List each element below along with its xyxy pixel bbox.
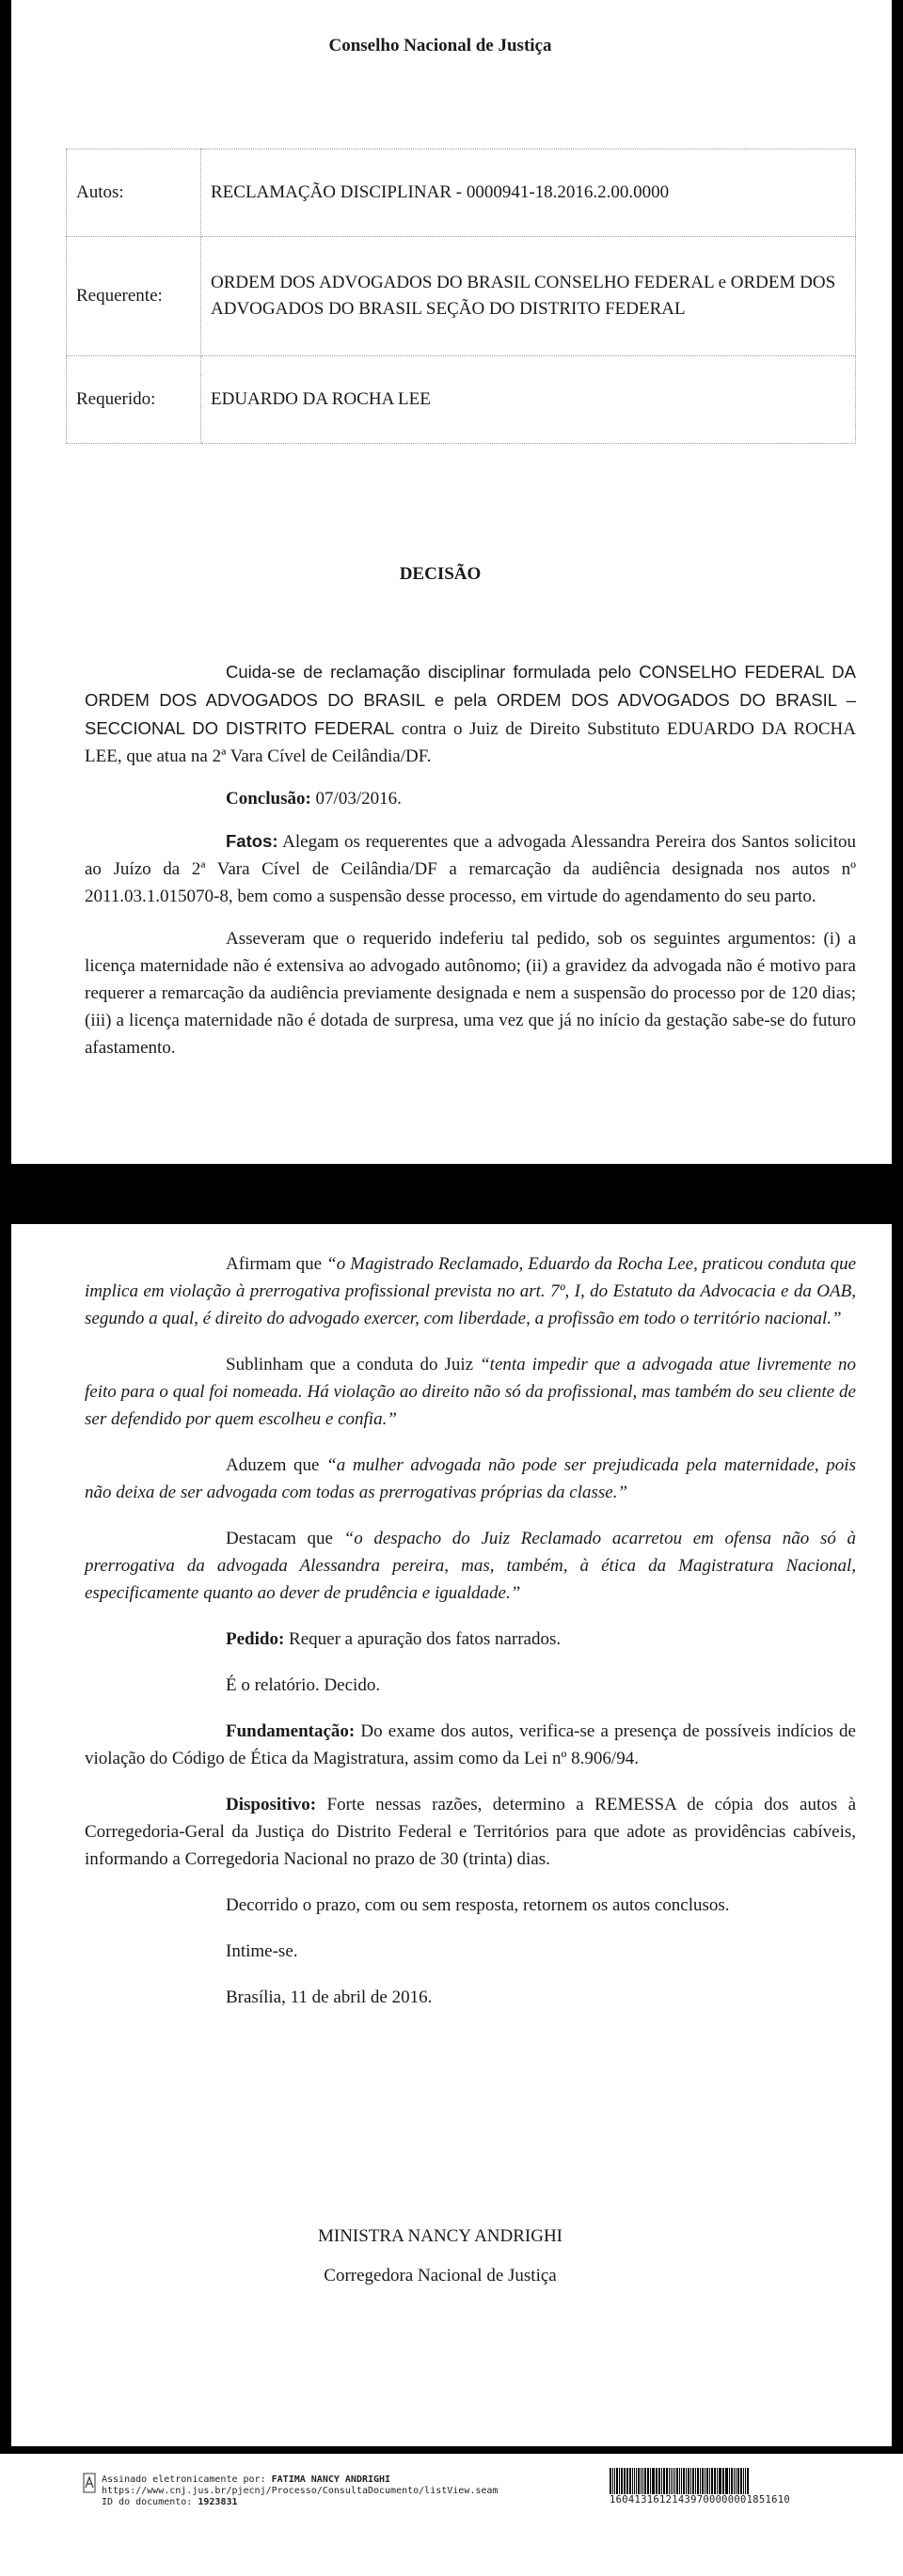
barcode-bar [695, 2468, 696, 2494]
destacam-lead: Destacam que [226, 1529, 344, 1548]
barcode-bar [697, 2468, 699, 2494]
local-data: Brasília, 11 de abril de 2016. [226, 1987, 433, 2007]
barcode-bar [669, 2468, 670, 2494]
barcode-bar [745, 2468, 746, 2494]
barcode-bar [719, 2468, 721, 2494]
barcode-bar [636, 2468, 637, 2494]
requerido-row [67, 356, 856, 444]
barcode-bar [647, 2468, 649, 2494]
requerido-value: EDUARDO DA ROCHA LEE [201, 356, 856, 444]
pedido-paragraph [85, 1626, 856, 1653]
sublinham-quote: “tenta impedir que a advogada atue livremente no feito para o qual foi nomeada. Há violação ao direito não só da profissional, mas também do seu cliente de ser defendido por quem escolheu e confia.” [85, 1355, 856, 1429]
barcode-bar [688, 2468, 689, 2494]
barcode-bar [714, 2468, 716, 2494]
institution-header: Conselho Nacional de Justiça [328, 36, 552, 55]
barcode-bar [706, 2468, 708, 2494]
signed-by-name: FATIMA NANCY ANDRIGHI [271, 2474, 391, 2485]
sublinham-paragraph [85, 1351, 856, 1433]
autos-value: RECLAMAÇÃO DISCIPLINAR - 0000941-18.2016.2.00.0000 [201, 149, 856, 237]
barcode-bar [661, 2468, 662, 2494]
sublinham-lead: Sublinham que a conduta do Juiz [226, 1355, 481, 1374]
intime-paragraph: Intime-se. [226, 1941, 298, 1961]
fatos-paragraph [85, 827, 856, 910]
barcode-bar [638, 2468, 640, 2494]
aduzem-quote: “a mulher advogada não pode ser prejudicada pela maternidade, pois não deixa de ser advogada com todas as prerrogativas próprias da classe.” [85, 1455, 856, 1502]
decision-body-page-1 [85, 658, 856, 1076]
barcode-bar [616, 2468, 618, 2494]
barcode-bar [632, 2468, 633, 2494]
barcode-bar [692, 2468, 694, 2494]
barcode-bar [736, 2468, 737, 2494]
dispositivo-paragraph [85, 1791, 856, 1873]
barcode-bar [676, 2468, 678, 2494]
barcode-bar [610, 2468, 611, 2494]
destacam-paragraph [85, 1525, 856, 1607]
signature-info [102, 2474, 498, 2508]
barcode-bar [722, 2468, 724, 2494]
decision-body-page-2 [85, 1250, 856, 2030]
afirmam-paragraph [85, 1250, 856, 1332]
barcode-bar [690, 2468, 691, 2494]
aduzem-paragraph [85, 1452, 856, 1506]
barcode-bar [666, 2468, 668, 2494]
barcode-bar [734, 2468, 735, 2494]
barcode-bar [731, 2468, 733, 2494]
decorrido-paragraph: Decorrido o prazo, com ou sem resposta, retornem os autos conclusos. [226, 1895, 730, 1915]
conclusao-label: Conclusão: [226, 789, 311, 809]
afirmam-quote: “o Magistrado Reclamado, Eduardo da Rocha Lee, praticou conduta que implica em violação à prerrogativa profissional prevista no art. 7º, I, do Estatuto da Advocacia e da OAB, segundo a qual, é direito do advogado exercer, com liberdade, a profissão em todo o território nacional.” [85, 1254, 856, 1328]
fundamentacao-label: Fundamentação: [226, 1721, 356, 1741]
decision-title: DECISÃO [399, 564, 482, 584]
barcode-bar [650, 2468, 651, 2494]
barcode-bar [743, 2468, 744, 2494]
doc-id-row [102, 2497, 498, 2508]
barcode-bar [624, 2468, 626, 2494]
pedido-text: Requer a apuração dos fatos narrados. [284, 1629, 562, 1649]
signatory-name: MINISTRA NANCY ANDRIGHI [317, 2226, 563, 2246]
requerente-value: ORDEM DOS ADVOGADOS DO BRASIL CONSELHO FEDERAL e ORDEM DOS ADVOGADOS DO BRASIL SEÇÃO DO DISTRITO FEDERAL [201, 237, 856, 356]
doc-id-label: ID do documento: [102, 2497, 193, 2507]
requerido-label: Requerido: [67, 356, 201, 444]
dispositivo-text: Forte nessas razões, determino a REMESSA de cópia dos autos à Corregedoria-Geral da Justiça do Distrito Federal e Territórios para que adote as providências cabíveis, informando a Corregedoria Nacional no prazo de 30 (trinta) dias. [85, 1795, 856, 1869]
barcode-bar [652, 2468, 655, 2494]
barcode-bar [642, 2468, 643, 2494]
barcode-bar [683, 2468, 685, 2494]
signed-by-row [102, 2474, 498, 2486]
conclusao-paragraph [85, 785, 856, 812]
barcode-bar [747, 2468, 749, 2494]
barcode-bar [709, 2468, 710, 2494]
barcode-bar [725, 2468, 728, 2494]
verification-url[interactable]: https://www.cnj.jus.br/pjecnj/Processo/ConsultaDocumento/listView.seam [102, 2486, 499, 2496]
autos-label: Autos: [67, 149, 201, 237]
fatos-text: Alegam os requerentes que a advogada Alessandra Pereira dos Santos solicitou ao Juízo da 2ª Vara Cível de Ceilândia/DF a remarcação da audiência designada nos autos nº 2011.03.1.015070-8, bem como a suspensão desse processo, em virtude do agendamento do seu parto. [85, 832, 856, 906]
barcode-bar [621, 2468, 623, 2494]
asseveram-paragraph: Asseveram que o requerido indeferiu tal pedido, sob os seguintes argumentos: (i) a licença maternidade não é extensiva ao advogado autônomo; (ii) a gravidez da advogada não é motivo para requerer a remarcação da audiência previamente designada e nem a suspensão do processo por de 120 dias; (iii) a licença maternidade não é dotada de surpresa, uma vez que já no início da gestação sabe-se do futuro afastamento. [85, 929, 856, 1058]
pedido-label: Pedido: [226, 1629, 285, 1649]
barcode-bar [634, 2468, 635, 2494]
relatorio-paragraph: É o relatório. Decido. [226, 1675, 381, 1695]
intro-paragraph [85, 658, 856, 770]
barcode-bar [629, 2468, 631, 2494]
barcode-bar [711, 2468, 713, 2494]
barcode-number: 16041316121439700000001851610 [610, 2494, 791, 2505]
intro-parties: Cuida-se de reclamação disciplinar formulada pelo CONSELHO FEDERAL DA ORDEM DOS ADVOGADOS DO BRASIL e pela ORDEM DOS ADVOGADOS DO BRASIL – SECCIONAL DO DISTRITO FEDERAL [85, 662, 856, 738]
signatory-title: Corregedora Nacional de Justiça [324, 2266, 557, 2285]
barcode-bar [740, 2468, 742, 2494]
barcode-bar [658, 2468, 660, 2494]
barcode-bar [626, 2468, 628, 2494]
barcode-bar [644, 2468, 646, 2494]
aduzem-lead: Aduzem que [226, 1455, 327, 1475]
fatos-label: Fatos: [226, 831, 278, 851]
intro-rest: contra o Juiz de Direito Substituto EDUARDO DA ROCHA LEE, que atua na 2ª Vara Cível de Ceilândia/DF. [85, 719, 856, 766]
doc-id-value: 1923831 [198, 2497, 238, 2507]
barcode-bar [737, 2468, 739, 2494]
barcode [610, 2468, 863, 2494]
barcode-block [610, 2468, 863, 2505]
signed-by-label: Assinado eletronicamente por: [102, 2474, 266, 2485]
barcode-bar [641, 2468, 642, 2494]
barcode-bar [729, 2468, 730, 2494]
fundamentacao-text: Do exame dos autos, verifica-se a presença de possíveis indícios de violação do Código de Ética da Magistratura, assim como da Lei nº 8.906/94. [85, 1721, 856, 1768]
barcode-bar [619, 2468, 620, 2494]
fundamentacao-paragraph [85, 1718, 856, 1772]
requerente-label: Requerente: [67, 237, 201, 356]
barcode-bar [674, 2468, 675, 2494]
dispositivo-label: Dispositivo: [226, 1795, 317, 1814]
electronic-signature-icon [83, 2473, 96, 2493]
barcode-bar [679, 2468, 680, 2494]
barcode-bar [671, 2468, 672, 2494]
barcode-bar [681, 2468, 682, 2494]
barcode-bar [717, 2468, 718, 2494]
afirmam-lead: Afirmam que [226, 1254, 327, 1274]
requerente-row [67, 237, 856, 356]
barcode-bar [686, 2468, 687, 2494]
conclusao-value: 07/03/2016. [310, 789, 402, 809]
barcode-bar [663, 2468, 665, 2494]
barcode-bar [700, 2468, 701, 2494]
barcode-bar [656, 2468, 657, 2494]
barcode-bar [614, 2468, 615, 2494]
destacam-quote: “o despacho do Juiz Reclamado acarretou em ofensa não só à prerrogativa da advogada Alessandra pereira, mas, também, à ética da Magistratura Nacional, especificamente quanto ao dever de prudência e igualdade.” [85, 1529, 856, 1603]
autos-row [67, 149, 856, 237]
barcode-bar [702, 2468, 704, 2494]
case-metadata-table [66, 149, 856, 444]
barcode-bar [612, 2468, 613, 2494]
